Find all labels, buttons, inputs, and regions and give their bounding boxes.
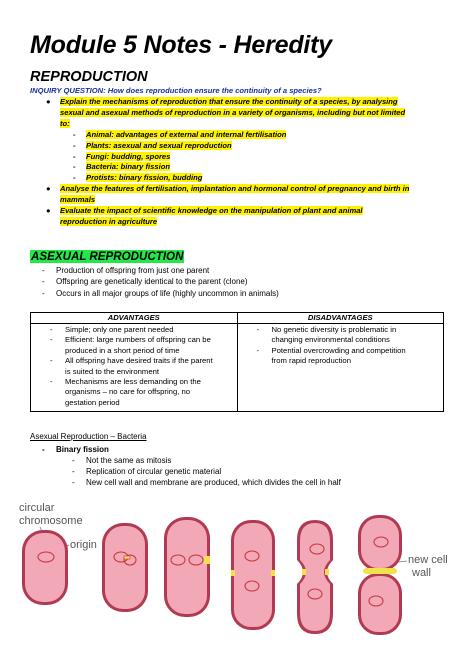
bacterium-stage-1: [22, 530, 68, 605]
outline-sub-item: [30, 152, 444, 163]
bacterium-stage-6: [358, 515, 402, 635]
reproduction-heading: REPRODUCTION: [30, 69, 148, 85]
outline-continuation: [30, 108, 444, 119]
outline-sub-text: Protists: binary fission, budding: [86, 173, 203, 183]
outline-sub-item: [30, 130, 444, 141]
dash-icon: -: [42, 288, 45, 298]
outline-continuation: [30, 217, 444, 228]
list-item-text: Mechanisms are less demanding on the: [65, 377, 201, 387]
outline-text: reproduction in agriculture: [60, 216, 158, 226]
bullet-icon: ●: [46, 206, 51, 216]
list-item: [30, 477, 341, 488]
list-item-text: is suited to the environment: [65, 366, 160, 376]
advantages-header: ADVANTAGES: [31, 313, 238, 324]
dash-icon: -: [50, 335, 53, 345]
daughter-cell-body-top: [361, 518, 399, 568]
list-item: [33, 335, 235, 356]
outline-sub-text: Bacteria: binary fission: [86, 162, 170, 172]
page-title: Module 5 Notes - Heredity: [30, 31, 332, 59]
bullet-icon: ●: [46, 97, 51, 106]
bacterium-stage-5: [297, 520, 333, 634]
list-item-text: gestation period: [65, 397, 120, 407]
outline-sub-item: [30, 173, 444, 184]
septum-left-icon: [302, 569, 306, 575]
list-item-text: from rapid reproduction: [271, 356, 351, 366]
outline-text: Explain the mechanisms of reproduction that ensure the continuity of a species, by analysing: [60, 97, 398, 106]
list-item: [30, 276, 279, 287]
circular-label: circular: [19, 502, 55, 514]
outline-sub-item: [30, 162, 444, 173]
list-item: [240, 325, 442, 346]
list-item-text: Simple; only one parent needed: [65, 325, 174, 334]
list-item: [30, 265, 279, 276]
outline-continuation: [30, 119, 444, 130]
list-item-text: Production of offspring from just one parent: [56, 266, 210, 275]
dash-icon: -: [50, 325, 53, 334]
outline-text: Analyse the features of fertilisation, implantation and hormonal control of pregnancy and birth in: [60, 184, 410, 194]
dash-icon: -: [42, 266, 45, 275]
list-item: [33, 356, 235, 377]
asexual-heading: ASEXUAL REPRODUCTION: [31, 250, 184, 263]
list-item: [240, 346, 442, 367]
new-cell-label: new cell: [408, 554, 448, 566]
binary-fission-diagram: [0, 490, 474, 669]
binary-fission-label: Binary fission: [56, 445, 109, 454]
outline-sub-text: Animal: advantages of external and internal fertilisation: [86, 129, 287, 139]
disadvantages-cell: [237, 324, 444, 412]
chromosome-label: chromosome: [19, 515, 83, 527]
new-cell-wall-icon: [363, 568, 397, 574]
list-item-text: All offspring have desired traits if the parent: [65, 356, 213, 366]
dash-icon: -: [42, 445, 45, 454]
asexual-list: [30, 265, 279, 299]
list-item-text: organisms – no care for offspring, no: [65, 387, 191, 397]
bacteria-heading: Asexual Reproduction – Bacteria: [30, 432, 147, 441]
outline-continuation: [30, 195, 444, 206]
bacterium-stage-3: [164, 517, 210, 617]
cell-body: [167, 520, 207, 614]
bacterium-stage-2: [102, 523, 148, 612]
dash-icon: -: [73, 129, 76, 139]
dash-icon: -: [256, 325, 260, 334]
outline-sub-text: Plants: asexual and sexual reproduction: [86, 140, 232, 150]
list-item: [30, 288, 279, 299]
list-item-text: Offspring are genetically identical to the parent (clone): [56, 277, 248, 287]
dash-icon: -: [73, 162, 76, 172]
outline-bullet: [30, 206, 444, 217]
outline-sub-item: [30, 141, 444, 152]
outline-text: Evaluate the impact of scientific knowledge on the manipulation of plant and animal: [60, 206, 363, 216]
dash-icon: -: [50, 377, 53, 387]
wall-label: wall: [412, 567, 431, 579]
cell-body: [234, 523, 272, 627]
list-item-text: Efficient: large numbers of offspring can be: [65, 335, 211, 345]
list-item: [33, 377, 235, 408]
list-item: [30, 466, 341, 477]
list-item-text: Not the same as mitosis: [86, 456, 172, 465]
list-item-text: produced in a short period of time: [65, 345, 180, 355]
dash-icon: -: [73, 173, 76, 183]
origin-label: origin: [70, 539, 97, 551]
origin-marker-icon: [124, 556, 130, 559]
inquiry-question: INQUIRY QUESTION: How does reproduction ensure the continuity of a species?: [30, 86, 322, 95]
advantages-table: [30, 312, 444, 412]
list-item: [30, 455, 341, 466]
cell-body: [105, 526, 145, 609]
outline-bullet: [30, 184, 444, 195]
list-item-text: New cell wall and membrane are produced, which divides the cell in half: [86, 478, 341, 487]
list-item-text: changing environmental conditions: [271, 335, 390, 345]
dash-icon: -: [72, 456, 75, 465]
outline-text: mammals: [60, 195, 96, 205]
dash-icon: -: [42, 277, 45, 287]
list-item-text: No genetic diversity is problematic in: [271, 325, 397, 334]
list-item-text: Potential overcrowding and competition: [271, 345, 406, 355]
septum-right-icon: [325, 569, 329, 575]
origin-marker-icon: [204, 556, 210, 564]
advantages-cell: [31, 324, 238, 412]
dash-icon: -: [73, 151, 76, 161]
septum-left-icon: [231, 570, 235, 576]
dash-icon: -: [73, 140, 76, 150]
table-header-row: [31, 313, 444, 324]
bullet-icon: ●: [46, 184, 51, 194]
disadvantages-header: DISADVANTAGES: [237, 313, 444, 324]
dash-icon: -: [256, 345, 260, 355]
septum-right-icon: [271, 570, 275, 576]
cell-body: [25, 533, 65, 602]
outline-text: sexual and asexual methods of reproduction in a variety of organisms, including but not limited: [60, 107, 406, 117]
outline-bullet: [30, 97, 444, 108]
syllabus-outline: [30, 97, 444, 228]
dash-icon: -: [72, 467, 75, 476]
bacterium-stage-4: [231, 520, 275, 630]
outline-text: to:: [60, 118, 70, 128]
binary-fission-list: [30, 444, 341, 488]
list-item-text: Occurs in all major groups of life (highly uncommon in animals): [56, 288, 279, 298]
outline-sub-text: Fungi: budding, spores: [86, 151, 171, 161]
binary-fission-item: [30, 444, 341, 455]
dash-icon: -: [72, 478, 75, 487]
list-item: [33, 325, 235, 335]
table-row: [31, 324, 444, 412]
list-item-text: Replication of circular genetic material: [86, 467, 222, 476]
daughter-cell-body-bottom: [361, 576, 399, 632]
dash-icon: -: [50, 356, 53, 366]
